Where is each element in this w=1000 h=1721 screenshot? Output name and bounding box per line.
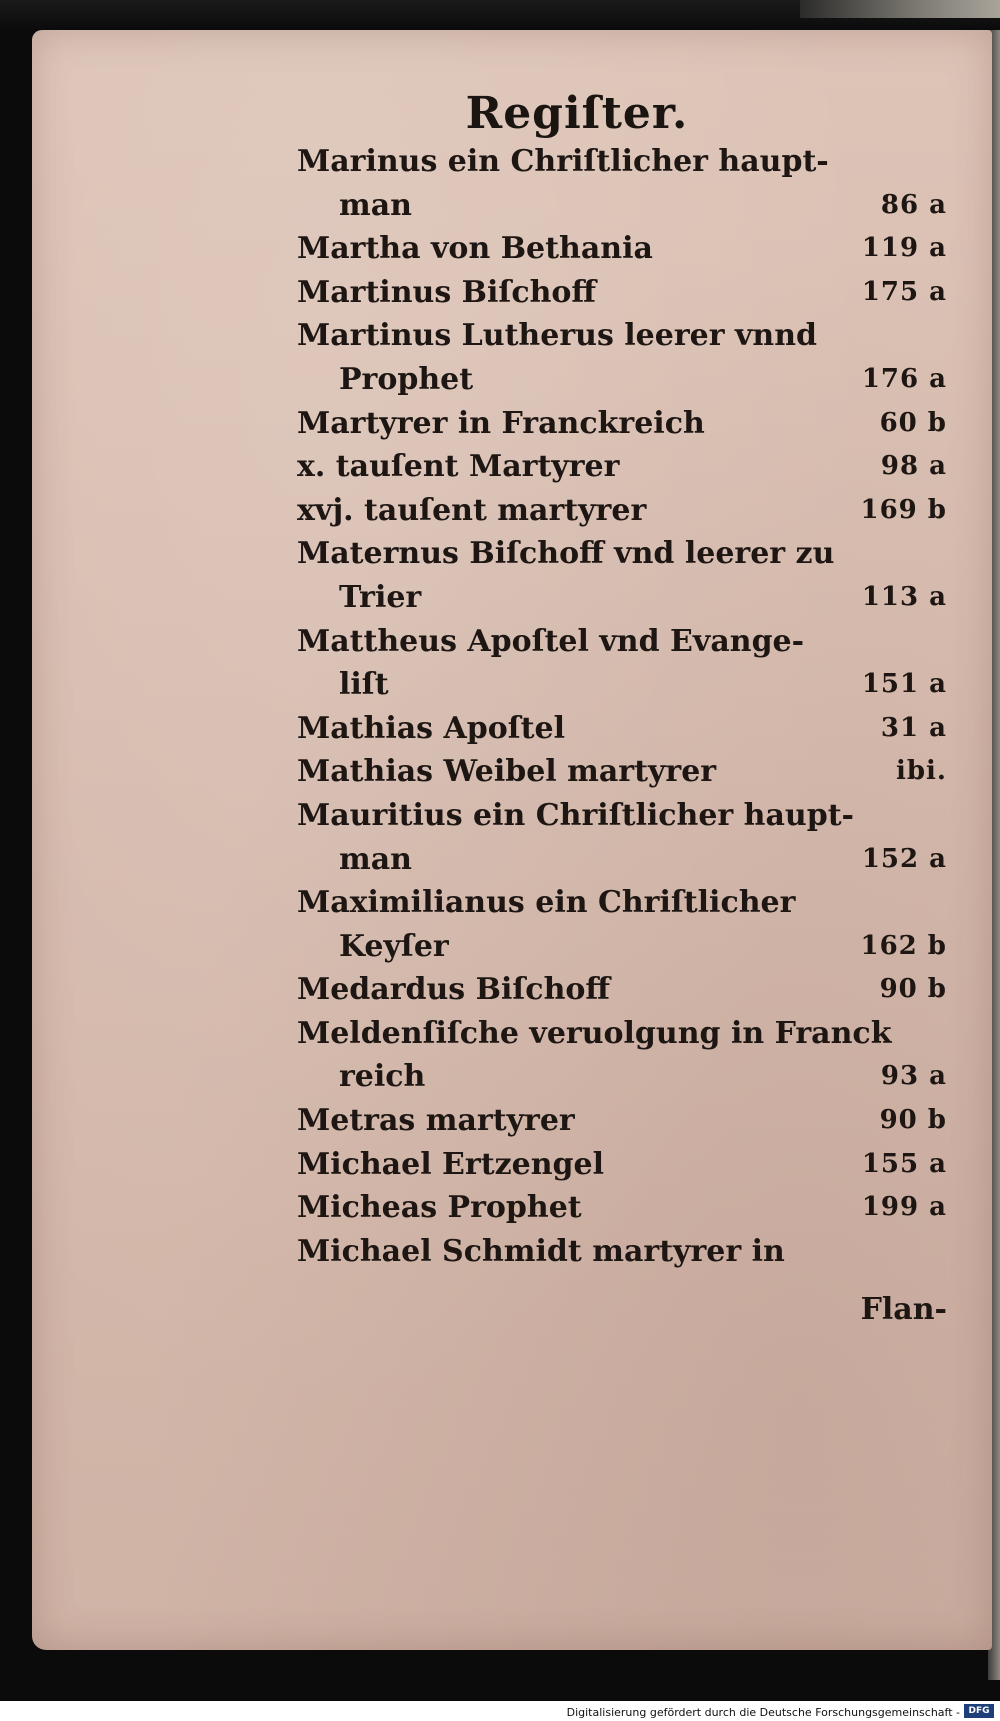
register-line: [297, 838, 947, 882]
entry-page-ref: 162 b: [860, 930, 947, 961]
register-line: [297, 532, 947, 576]
entry-text: Michael Schmidt martyrer in: [297, 1233, 785, 1269]
register-line: [297, 489, 947, 533]
entry-page-ref: 90 b: [879, 974, 947, 1005]
entry-text: Mathias Apoſtel: [297, 710, 565, 746]
entry-page-ref: 86 a: [880, 189, 947, 220]
register-line: [297, 227, 947, 271]
entry-text: Marinus ein Chriſtlicher haupt-: [297, 144, 829, 179]
entry-text: Maximilianus ein Chriſtlicher: [297, 885, 796, 921]
entry-page-ref: 60 b: [879, 407, 947, 438]
register-line: [297, 1143, 947, 1187]
entry-page-ref: 113 a: [861, 581, 947, 612]
entry-text: Mauritius ein Chriſtlicher haupt-: [297, 797, 855, 833]
register-line: [297, 750, 947, 794]
entry-page-ref: 93 a: [880, 1061, 947, 1092]
entry-text: Mathias Weibel martyrer: [297, 754, 717, 790]
entry-page-ref: 155 a: [861, 1148, 947, 1179]
entry-text: Martyrer in Franckreich: [297, 405, 705, 441]
entry-text: Martinus Biſchoff: [297, 274, 597, 310]
entry-page-ref: 152 a: [861, 843, 947, 874]
entry-text: xvj. tauſent martyrer: [297, 492, 647, 528]
entry-text: x. tauſent Martyrer: [297, 449, 620, 485]
register-line: [297, 794, 947, 838]
entry-text: reich: [339, 1059, 426, 1095]
register-line: [297, 140, 947, 184]
entry-text: Maternus Biſchoff vnd leerer zu: [297, 536, 835, 572]
scan-top-edge: [0, 0, 1000, 30]
register-line: [297, 402, 947, 446]
register-line: [297, 925, 947, 969]
entry-page-ref: 90 b: [879, 1105, 947, 1136]
register-line: [297, 1055, 947, 1099]
page-heading: Regiſter.: [465, 88, 689, 139]
entry-page-ref: 169 b: [860, 494, 947, 525]
register-line: [297, 1099, 947, 1143]
catchword: Flan-: [860, 1292, 947, 1327]
dfg-logo-icon: DFG: [964, 1704, 994, 1718]
entry-page-ref: 31 a: [880, 712, 947, 743]
entry-page-ref: 151 a: [861, 669, 947, 700]
entry-text: Martha von Bethania: [297, 231, 653, 267]
entry-text: Keyſer: [339, 928, 449, 964]
entry-page-ref: 119 a: [861, 233, 947, 264]
register-line: [297, 620, 947, 664]
register-line: [297, 1012, 947, 1056]
register-line: [297, 1230, 947, 1274]
digitization-footer: [0, 1701, 1000, 1721]
register-line: [297, 968, 947, 1012]
entry-text: Michael Ertzengel: [297, 1146, 604, 1182]
entry-text: Medardus Biſchoff: [297, 972, 611, 1008]
entry-text: Meldenſiſche veruolgung in Franck: [297, 1015, 892, 1051]
entry-page-ref: 175 a: [861, 276, 947, 307]
entry-page-ref: 176 a: [861, 363, 947, 394]
register-line: [297, 358, 947, 402]
adjacent-page-corner: [800, 0, 1000, 18]
register-line: [297, 314, 947, 358]
register-line: [297, 1186, 947, 1230]
register-line: [297, 576, 947, 620]
register-line: [297, 881, 947, 925]
register-line: [297, 707, 947, 751]
entry-page-ref: ibi.: [896, 756, 947, 787]
register-entries: [297, 140, 947, 1273]
register-line: [297, 663, 947, 707]
entry-text: Prophet: [339, 361, 474, 397]
register-line: [297, 271, 947, 315]
entry-text: Micheas Prophet: [297, 1190, 582, 1226]
register-line: [297, 184, 947, 228]
entry-page-ref: 98 a: [880, 451, 947, 482]
entry-text: man: [339, 187, 412, 223]
book-page: [32, 30, 992, 1650]
entry-text: liſt: [339, 667, 389, 703]
register-line: [297, 445, 947, 489]
entry-text: Metras martyrer: [297, 1103, 575, 1139]
entry-text: Mattheus Apoſtel vnd Evange-: [297, 623, 805, 659]
entry-text: Martinus Lutherus leerer vnnd: [297, 318, 818, 354]
entry-text: Trier: [339, 579, 422, 615]
entry-text: man: [339, 841, 412, 877]
funding-notice: Digitalisierung gefördert durch die Deutsche Forschungsgemeinschaft -: [566, 1706, 960, 1719]
entry-page-ref: 199 a: [861, 1192, 947, 1223]
